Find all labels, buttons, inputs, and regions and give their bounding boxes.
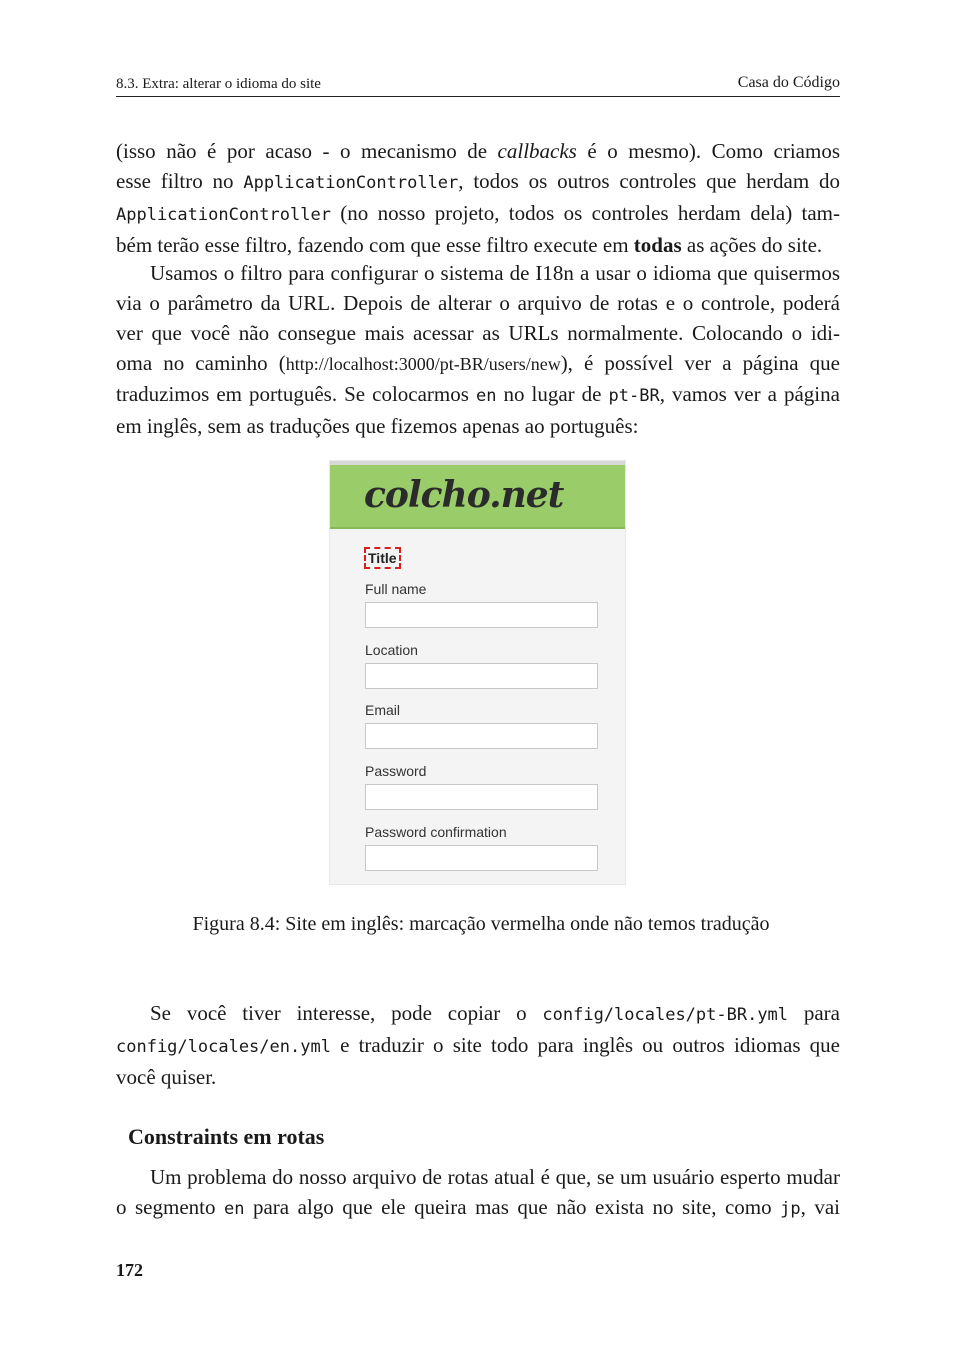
running-header <box>116 74 840 97</box>
section-heading: Constraints em rotas <box>128 1124 325 1149</box>
paragraph-filter-explanation <box>116 136 840 260</box>
text-line: o segmento en para algo que ele queira mas que não exista no site, como jp, vai <box>116 1195 841 1219</box>
field-label-password: Password <box>365 763 427 779</box>
page-number: 172 <box>116 1260 143 1280</box>
missing-translation-title: Title <box>364 547 401 569</box>
text-line: Usamos o filtro para configurar o sistema de I18n a usar o idioma que quisermos <box>150 261 840 285</box>
text-line: você quiser. <box>116 1065 217 1089</box>
header-publisher: Casa do Código <box>737 74 840 91</box>
text-line: Um problema do nosso arquivo de rotas atual é que, se um usuário esperto mudar <box>150 1165 840 1189</box>
text-line: (isso não é por acaso - o mecanismo de callbacks é o mesmo). Como criamos <box>116 139 840 163</box>
field-label-location: Location <box>365 642 418 658</box>
figure-caption: Figura 8.4: Site em inglês: marcação vermelha onde não temos tradução <box>192 913 770 935</box>
header-section-title: 8.3. Extra: alterar o idioma do site <box>116 76 321 92</box>
text-line: ApplicationController (no nosso projeto, todos os controles herdam dela) tam- <box>116 201 840 225</box>
location-input[interactable] <box>365 663 598 689</box>
text-line: bém terão esse filtro, fazendo com que esse filtro execute em todas as ações do site. <box>116 233 823 257</box>
text-line: esse filtro no ApplicationController, todos os outros controles que herdam do <box>116 169 840 193</box>
example-url: http://localhost:3000/pt-BR/users/new <box>285 354 561 374</box>
field-label-email: Email <box>365 702 401 718</box>
paragraph-copy-locales <box>116 998 840 1092</box>
site-banner <box>330 465 625 529</box>
text-line: oma no caminho (http://localhost:3000/pt-BR/users/new), é possível ver a página que <box>116 351 840 375</box>
field-label-password-confirmation: Password confirmation <box>365 824 507 840</box>
paragraph-i18n-usage <box>116 258 840 441</box>
password-input[interactable] <box>365 784 598 810</box>
password-confirmation-input[interactable] <box>365 845 598 871</box>
email-input[interactable] <box>365 723 598 749</box>
text-line: Se você tiver interesse, pode copiar o config/locales/pt-BR.yml para <box>150 1001 840 1025</box>
text-line: em inglês, sem as traduções que fizemos apenas ao português: <box>116 414 639 438</box>
site-logo: colcho.net <box>364 474 564 516</box>
full-name-input[interactable] <box>365 602 598 628</box>
figure-screenshot <box>330 461 625 884</box>
text-line: ver que você não consegue mais acessar as URLs normalmente. Colocando o idi- <box>116 321 840 345</box>
text-line: via o parâmetro da URL. Depois de alterar o arquivo de rotas e o controle, poderá <box>116 291 840 315</box>
field-label-full-name: Full name <box>365 581 427 597</box>
text-line: traduzimos em português. Se colocarmos en no lugar de pt-BR, vamos ver a página <box>116 382 840 406</box>
paragraph-route-constraints <box>116 1162 840 1224</box>
text-line: config/locales/en.yml e traduzir o site todo para inglês ou outros idiomas que <box>116 1033 840 1057</box>
